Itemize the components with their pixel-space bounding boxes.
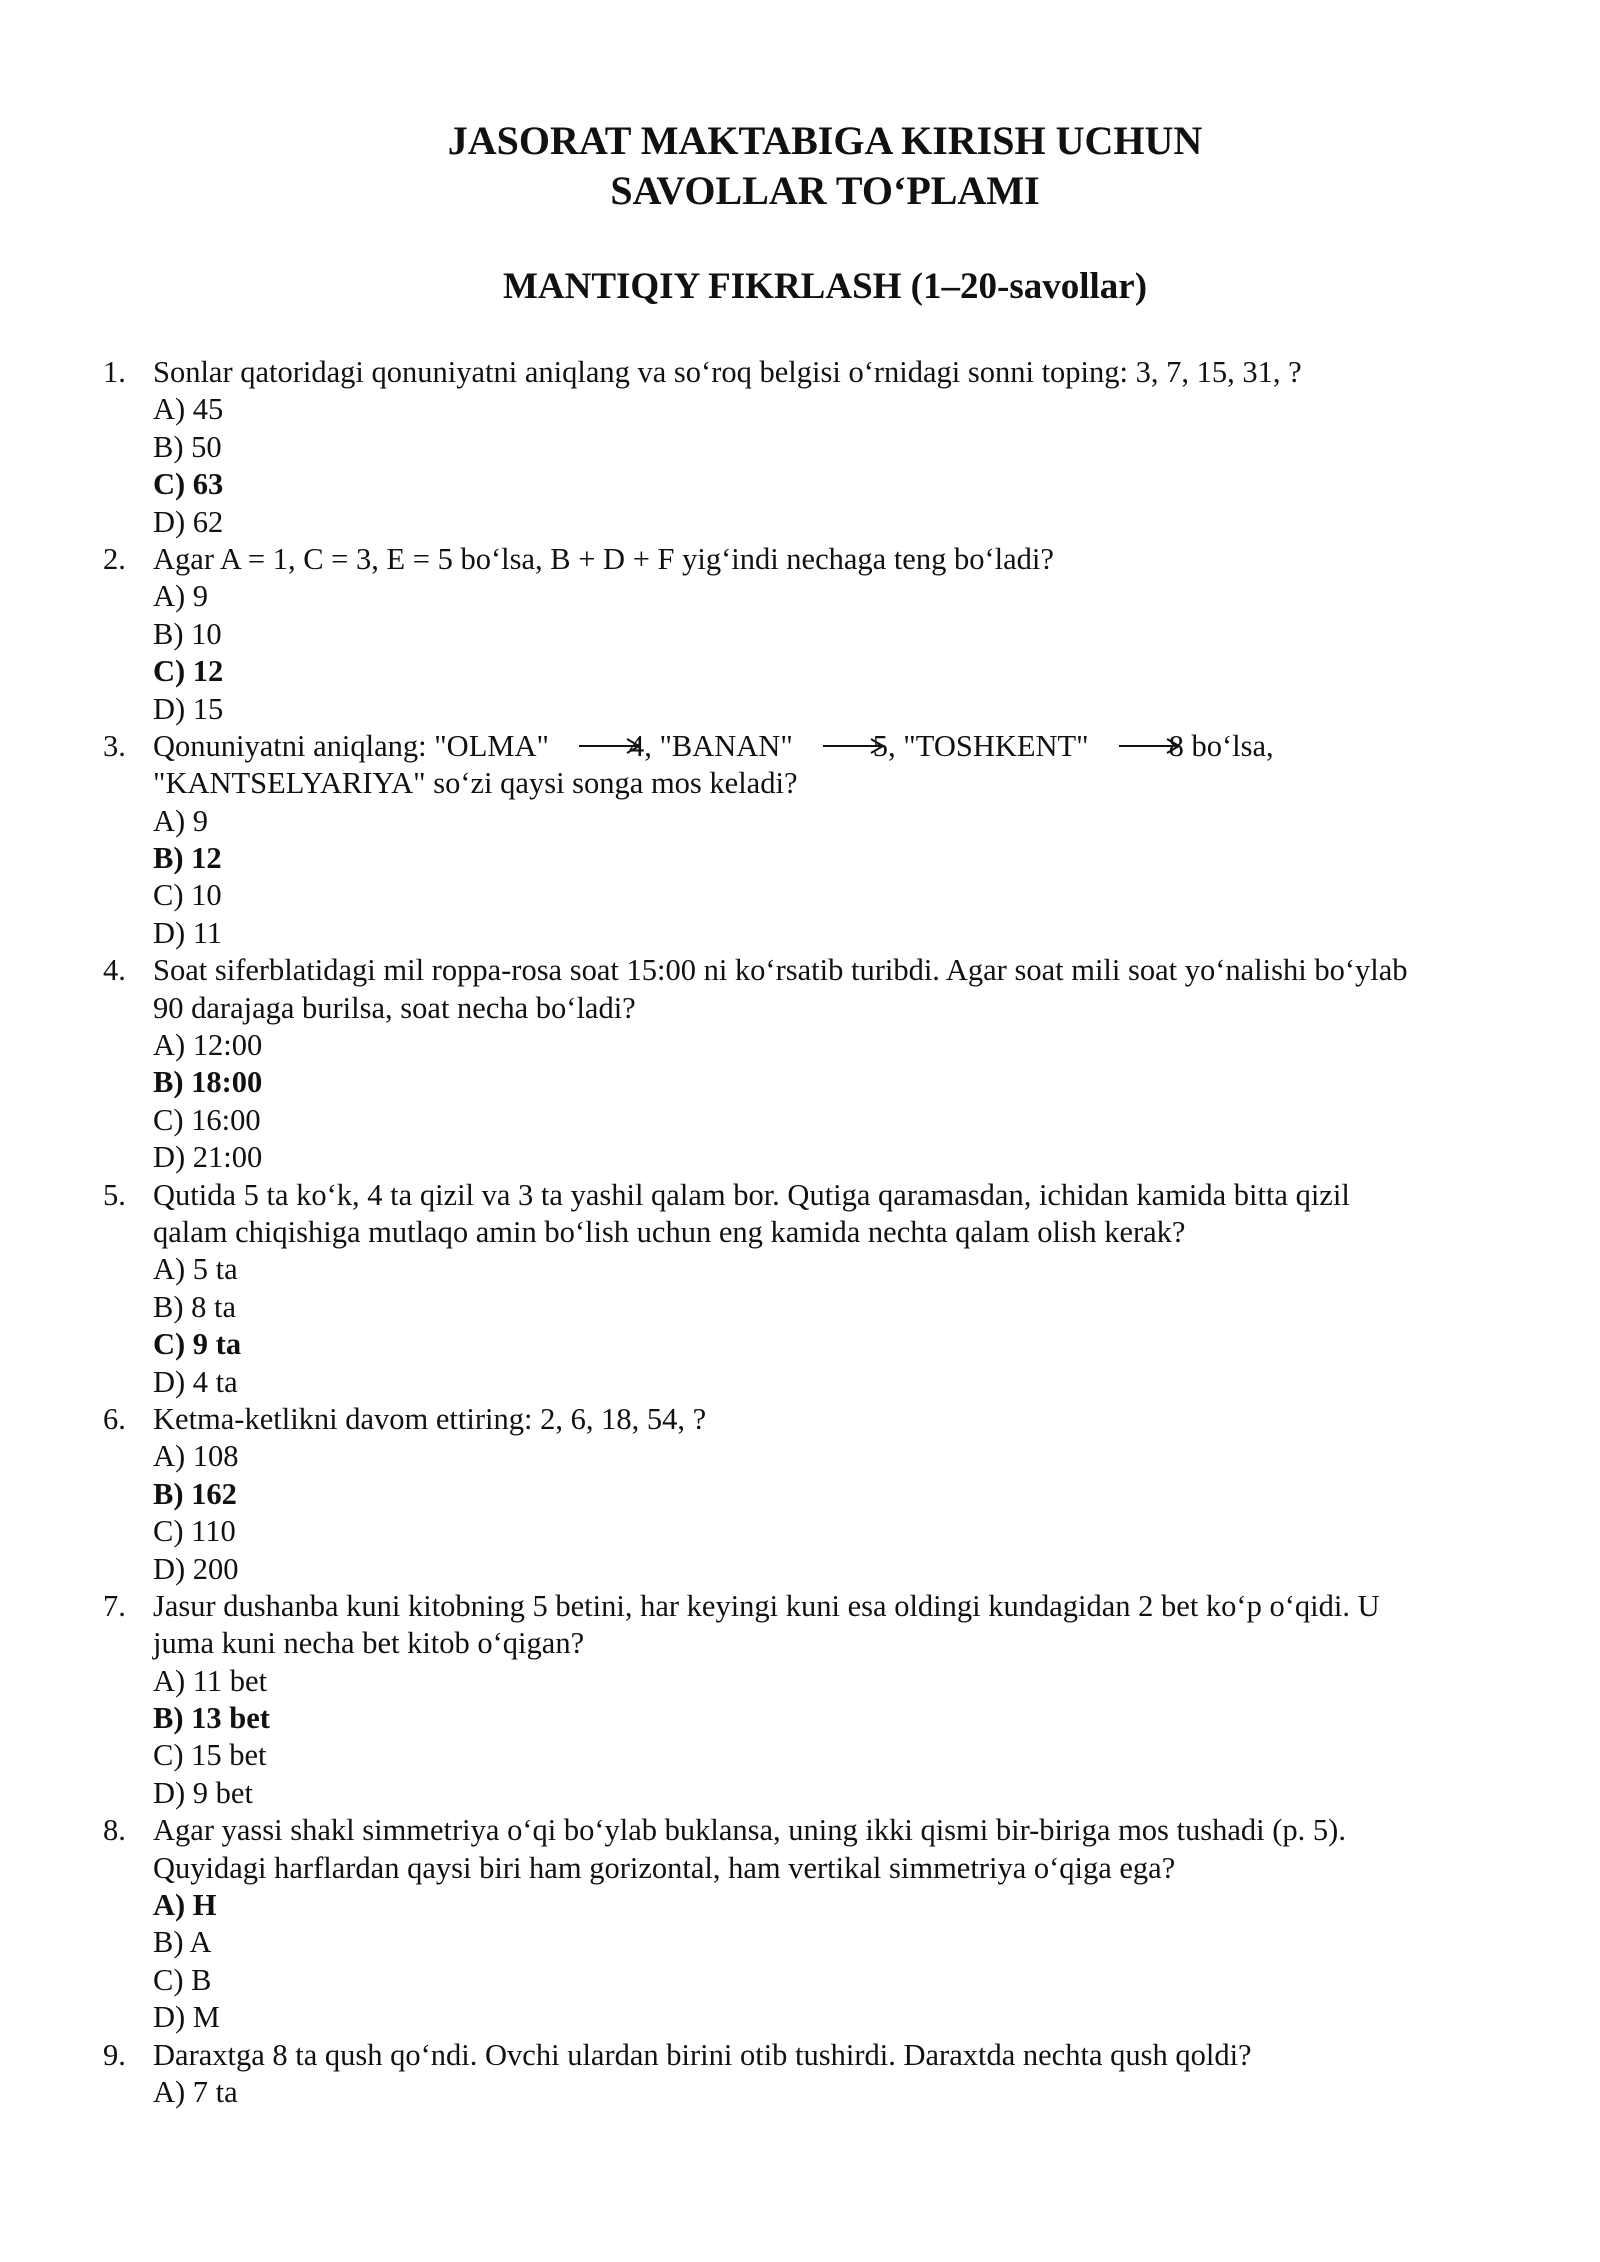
question-list [0, 354, 1600, 2111]
answer-option: B) 10 [153, 616, 222, 651]
answer-option: D) 62 [153, 504, 224, 539]
question-text-part: Qonuniyatni aniqlang: "OLMA" [153, 728, 549, 763]
answer-option: A) 5 ta [153, 1252, 238, 1287]
answer-option: D) 11 [153, 915, 223, 950]
question-text-line [0, 990, 1600, 1027]
question-text-line [0, 1214, 1600, 1251]
answer-option: B) 8 ta [153, 1289, 237, 1324]
answer-option: D) 21:00 [153, 1140, 263, 1175]
answer-option: D) 200 [153, 1551, 239, 1586]
answer-option: A) 9 [153, 803, 209, 838]
question-text: juma kuni necha bet kitob o‘qigan? [153, 1626, 585, 1661]
question-number: 1. [103, 355, 126, 389]
question-text-part: 5, "TOSHKENT" [872, 728, 1089, 763]
question-number: 2. [103, 541, 126, 576]
answer-option-correct: B) 13 bet [153, 1701, 270, 1736]
question-item [0, 1401, 1600, 1588]
question-text: Qutida 5 ta ko‘k, 4 ta qizil va 3 ta yashil qalam bor. Qutiga qaramasdan, ichidan kamida bitta qizil [153, 1177, 1350, 1212]
answer-option-correct: C) 9 ta [153, 1327, 242, 1362]
question-number: 5. [103, 1177, 126, 1212]
question-item [0, 952, 1600, 1176]
answer-option: A) 12:00 [153, 1028, 263, 1063]
right-arrow-icon [1119, 736, 1181, 756]
question-text: Agar yassi shakl simmetriya o‘qi bo‘ylab buklansa, uning ikki qismi bir-biriga mos tushadi (p. 5). [153, 1813, 1346, 1848]
answer-option: A) 45 [153, 392, 224, 427]
answer-option: C) 15 bet [153, 1738, 267, 1773]
question-text-line [0, 2037, 1600, 2074]
question-text: 90 darajaga burilsa, soat necha bo‘ladi? [153, 990, 636, 1025]
question-number: 4. [103, 953, 126, 988]
right-arrow-icon [823, 736, 885, 756]
question-item [0, 2037, 1600, 2112]
answer-option: B) A [153, 1925, 212, 1960]
answer-option-correct: A) H [153, 1888, 217, 1923]
right-arrow-icon [579, 736, 641, 756]
question-text-line [0, 541, 1600, 578]
question-number: 9. [103, 2037, 126, 2072]
question-text-line [0, 1625, 1600, 1662]
question-text-line [0, 765, 1600, 802]
document-title-line1: JASORAT MAKTABIGA KIRISH UCHUN [447, 118, 1203, 163]
question-text: Jasur dushanba kuni kitobning 5 betini, har keyingi kuni esa oldingi kundagidan 2 bet ko‘p o‘qidi. U [153, 1588, 1380, 1623]
answer-option: D) 4 ta [153, 1364, 238, 1399]
document-title-line2: SAVOLLAR TO‘PLAMI [610, 168, 1040, 213]
question-text-line [0, 1588, 1600, 1625]
answer-option: C) B [153, 1962, 212, 1997]
answer-option: C) 10 [153, 878, 222, 913]
question-item [0, 1812, 1600, 2036]
question-item [0, 1588, 1600, 1812]
answer-option-correct: B) 18:00 [153, 1065, 263, 1100]
question-text-line [0, 728, 1600, 765]
question-text-line [0, 1812, 1600, 1849]
question-text: qalam chiqishiga mutlaqo amin bo‘lish uchun eng kamida nechta qalam olish kerak? [153, 1214, 1186, 1249]
answer-option: A) 9 [153, 579, 209, 614]
question-text-line [0, 1177, 1600, 1214]
answer-option-correct: C) 63 [153, 467, 224, 502]
question-number: 7. [103, 1588, 126, 1623]
answer-option: A) 108 [153, 1439, 239, 1474]
answer-option: C) 16:00 [153, 1102, 261, 1137]
question-number: 8. [103, 1813, 126, 1848]
answer-option: D) 9 bet [153, 1775, 253, 1810]
question-text-part: 8 bo‘lsa, [1168, 728, 1274, 763]
question-item [0, 541, 1600, 728]
answer-option-correct: B) 12 [153, 841, 222, 876]
section-heading: MANTIQIY FIKRLASH (1–20-savollar) [502, 266, 1148, 307]
question-number: 3. [103, 728, 126, 763]
question-text-line [0, 1850, 1600, 1887]
question-text: Soat siferblatidagi mil roppa-rosa soat 15:00 ni ko‘rsatib turibdi. Agar soat mili soat yo‘nalishi bo‘ylab [153, 953, 1408, 988]
answer-option-correct: C) 12 [153, 654, 224, 689]
answer-option: A) 7 ta [153, 2074, 238, 2109]
question-text: Daraxtga 8 ta qush qo‘ndi. Ovchi ulardan birini otib tushirdi. Daraxtda nechta qush qoldi? [153, 2037, 1252, 2072]
question-item [0, 1177, 1600, 1401]
answer-option-correct: B) 162 [153, 1476, 237, 1511]
question-number: 6. [103, 1401, 126, 1436]
answer-option: C) 110 [153, 1514, 236, 1549]
question-item [0, 728, 1600, 952]
answer-option: D) M [153, 2000, 220, 2035]
question-text: Quyidagi harflardan qaysi biri ham gorizontal, ham vertikal simmetriya o‘qiga ega? [153, 1850, 1176, 1885]
question-text: Agar A = 1, C = 3, E = 5 bo‘lsa, B + D + F yig‘indi nechaga teng bo‘ladi? [153, 541, 1054, 576]
question-text-line [0, 354, 1600, 391]
question-item [0, 354, 1600, 541]
answer-option: B) 50 [153, 429, 222, 464]
question-text-part: 4, "BANAN" [628, 728, 793, 763]
answer-option: A) 11 bet [153, 1663, 268, 1698]
question-text-line [0, 1401, 1600, 1438]
question-text-line [0, 952, 1600, 989]
question-text: "KANTSELYARIYA" so‘zi qaysi songa mos keladi? [153, 766, 798, 801]
question-text: Ketma-ketlikni davom ettiring: 2, 6, 18, 54, ? [153, 1401, 707, 1436]
question-text: Sonlar qatoridagi qonuniyatni aniqlang va so‘roq belgisi o‘rnidagi sonni toping: 3, 7, 15, 31, ? [153, 355, 1302, 389]
answer-option: D) 15 [153, 691, 224, 726]
